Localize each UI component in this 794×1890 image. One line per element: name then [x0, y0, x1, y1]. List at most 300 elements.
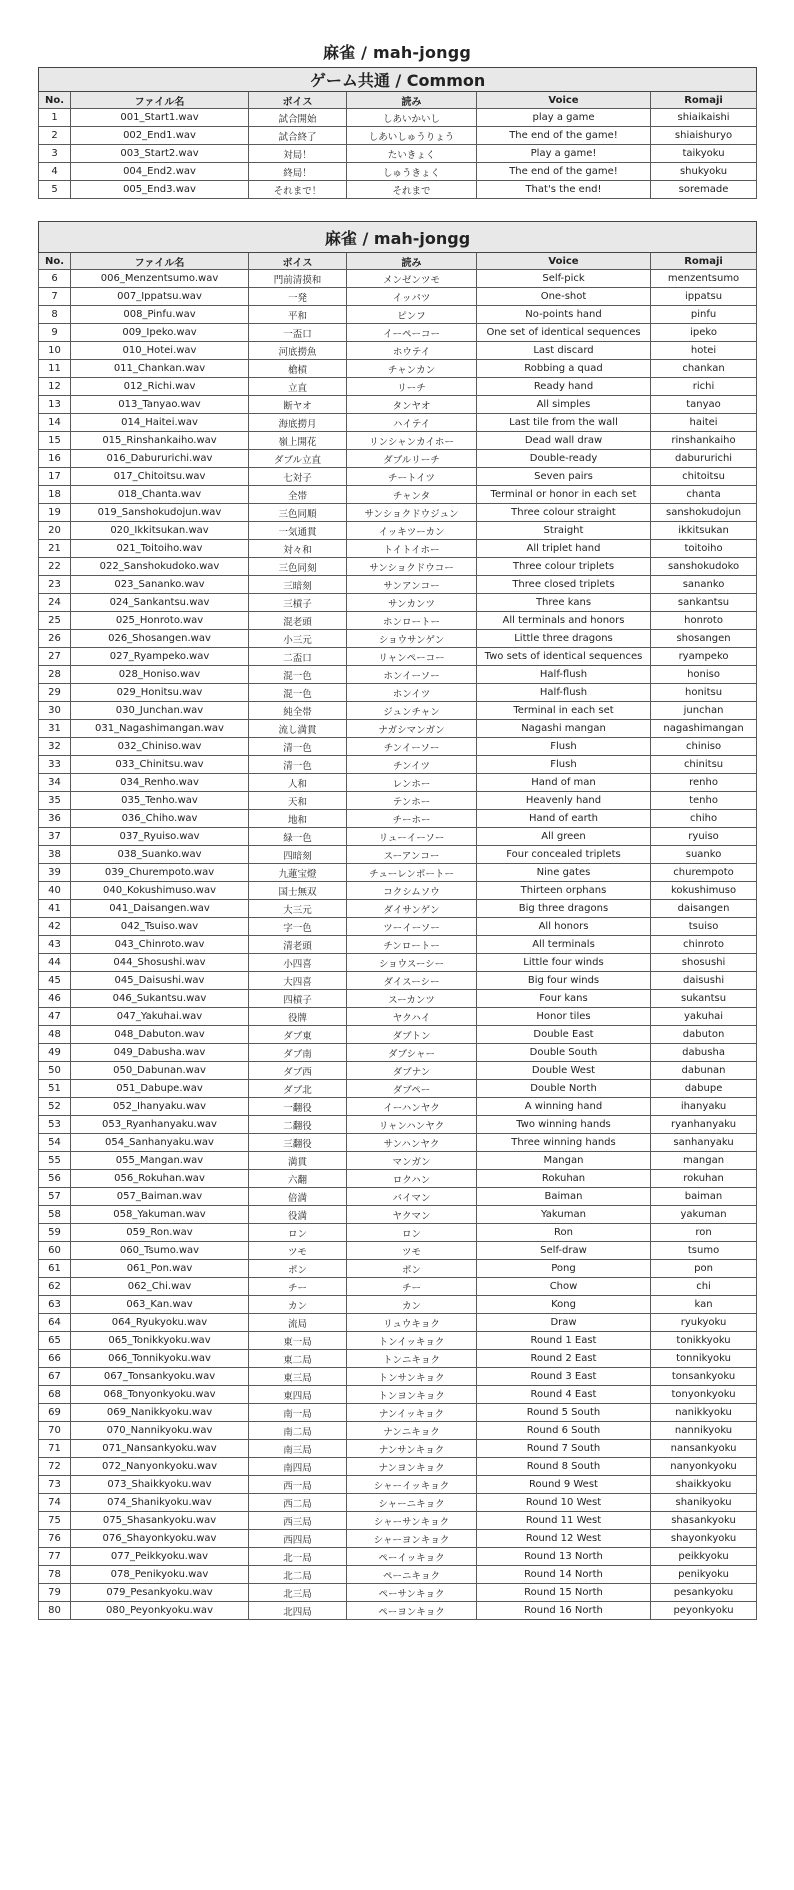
cell-voice-en: Double East: [477, 1026, 651, 1044]
cell-voice-en: Double South: [477, 1044, 651, 1062]
cell-filename: 074_Shanikyoku.wav: [71, 1494, 249, 1512]
cell-no: 80: [39, 1602, 71, 1620]
cell-filename: 016_Dabururichi.wav: [71, 450, 249, 468]
cell-voice-jp: ポン: [249, 1260, 347, 1278]
cell-no: 34: [39, 774, 71, 792]
cell-voice-jp: 南二局: [249, 1422, 347, 1440]
cell-romaji: tenho: [651, 792, 757, 810]
cell-romaji: richi: [651, 378, 757, 396]
cell-voice-jp: カン: [249, 1296, 347, 1314]
cell-no: 22: [39, 558, 71, 576]
cell-voice-jp: 純全帯: [249, 702, 347, 720]
cell-filename: 003_Start2.wav: [71, 145, 249, 163]
cell-filename: 068_Tonyonkyoku.wav: [71, 1386, 249, 1404]
table-row: [39, 1404, 757, 1422]
cell-voice-jp: 海底撈月: [249, 414, 347, 432]
cell-reading: リャンペーコー: [347, 648, 477, 666]
cell-voice-en: Two sets of identical sequences: [477, 648, 651, 666]
table-row: [39, 396, 757, 414]
cell-voice-jp: 清一色: [249, 756, 347, 774]
cell-voice-en: Hand of earth: [477, 810, 651, 828]
cell-reading: シャーサンキョク: [347, 1512, 477, 1530]
cell-reading: チャンカン: [347, 360, 477, 378]
cell-romaji: dabunan: [651, 1062, 757, 1080]
cell-filename: 056_Rokuhan.wav: [71, 1170, 249, 1188]
cell-voice-en: Robbing a quad: [477, 360, 651, 378]
cell-voice-en: The end of the game!: [477, 127, 651, 145]
table-row: [39, 954, 757, 972]
cell-voice-jp: 三翻役: [249, 1134, 347, 1152]
header-row: [39, 253, 757, 270]
cell-reading: リンシャンカイホー: [347, 432, 477, 450]
cell-voice-en: Double North: [477, 1080, 651, 1098]
cell-filename: 046_Sukantsu.wav: [71, 990, 249, 1008]
table-row: [39, 306, 757, 324]
cell-reading: カン: [347, 1296, 477, 1314]
cell-voice-en: One set of identical sequences: [477, 324, 651, 342]
cell-voice-en: One-shot: [477, 288, 651, 306]
cell-no: 10: [39, 342, 71, 360]
table-row: [39, 450, 757, 468]
cell-no: 15: [39, 432, 71, 450]
cell-reading: ダイスーシー: [347, 972, 477, 990]
cell-reading: チンイツ: [347, 756, 477, 774]
cell-filename: 027_Ryampeko.wav: [71, 648, 249, 666]
cell-filename: 053_Ryanhanyaku.wav: [71, 1116, 249, 1134]
cell-voice-en: Little four winds: [477, 954, 651, 972]
cell-no: 1: [39, 109, 71, 127]
cell-reading: サンカンツ: [347, 594, 477, 612]
cell-reading: リャンハンヤク: [347, 1116, 477, 1134]
cell-romaji: tonsankyoku: [651, 1368, 757, 1386]
cell-voice-en: Ron: [477, 1224, 651, 1242]
cell-reading: ペーヨンキョク: [347, 1602, 477, 1620]
cell-filename: 026_Shosangen.wav: [71, 630, 249, 648]
cell-filename: 037_Ryuiso.wav: [71, 828, 249, 846]
cell-voice-en: Round 13 North: [477, 1548, 651, 1566]
cell-filename: 066_Tonnikyoku.wav: [71, 1350, 249, 1368]
cell-voice-jp: 役牌: [249, 1008, 347, 1026]
cell-filename: 011_Chankan.wav: [71, 360, 249, 378]
cell-voice-en: Round 15 North: [477, 1584, 651, 1602]
table-row: [39, 1026, 757, 1044]
cell-no: 70: [39, 1422, 71, 1440]
cell-voice-jp: ダブ北: [249, 1080, 347, 1098]
table-row: [39, 1080, 757, 1098]
cell-no: 60: [39, 1242, 71, 1260]
cell-voice-jp: 試合開始: [249, 109, 347, 127]
cell-no: 42: [39, 918, 71, 936]
cell-filename: 043_Chinroto.wav: [71, 936, 249, 954]
cell-voice-en: The end of the game!: [477, 163, 651, 181]
cell-romaji: shosushi: [651, 954, 757, 972]
cell-filename: 057_Baiman.wav: [71, 1188, 249, 1206]
cell-voice-jp: 西四局: [249, 1530, 347, 1548]
cell-filename: 013_Tanyao.wav: [71, 396, 249, 414]
cell-filename: 063_Kan.wav: [71, 1296, 249, 1314]
cell-voice-jp: 対局！: [249, 145, 347, 163]
cell-romaji: tonnikyoku: [651, 1350, 757, 1368]
table-row: [39, 576, 757, 594]
cell-voice-jp: 一気通貫: [249, 522, 347, 540]
cell-reading: ナンヨンキョク: [347, 1458, 477, 1476]
table-row: [39, 1386, 757, 1404]
cell-voice-jp: 北三局: [249, 1584, 347, 1602]
cell-voice-en: Round 4 East: [477, 1386, 651, 1404]
table-row: [39, 846, 757, 864]
cell-reading: チーホー: [347, 810, 477, 828]
cell-voice-en: All honors: [477, 918, 651, 936]
table-row: [39, 1152, 757, 1170]
table-row: [39, 666, 757, 684]
cell-no: 2: [39, 127, 71, 145]
cell-romaji: nansankyoku: [651, 1440, 757, 1458]
table-row: [39, 1008, 757, 1026]
cell-no: 52: [39, 1098, 71, 1116]
table-row: [39, 360, 757, 378]
cell-voice-en: Straight: [477, 522, 651, 540]
cell-no: 57: [39, 1188, 71, 1206]
cell-reading: ナガシマンガン: [347, 720, 477, 738]
cell-reading: トンイッキョク: [347, 1332, 477, 1350]
cell-voice-jp: 緑一色: [249, 828, 347, 846]
table-caption: ゲーム共通 / Common: [39, 68, 757, 92]
cell-voice-jp: ツモ: [249, 1242, 347, 1260]
cell-reading: トンニキョク: [347, 1350, 477, 1368]
table-row: [39, 918, 757, 936]
cell-voice-en: Three colour triplets: [477, 558, 651, 576]
cell-filename: 022_Sanshokudoko.wav: [71, 558, 249, 576]
cell-romaji: sanshokudojun: [651, 504, 757, 522]
cell-voice-jp: 流し満貫: [249, 720, 347, 738]
cell-no: 4: [39, 163, 71, 181]
cell-voice-en: Pong: [477, 1260, 651, 1278]
cell-romaji: chitoitsu: [651, 468, 757, 486]
cell-reading: タンヤオ: [347, 396, 477, 414]
cell-voice-jp: 南四局: [249, 1458, 347, 1476]
cell-voice-jp: 東四局: [249, 1386, 347, 1404]
cell-voice-en: Round 3 East: [477, 1368, 651, 1386]
cell-voice-en: That's the end!: [477, 181, 651, 199]
cell-reading: ツモ: [347, 1242, 477, 1260]
cell-reading: ロン: [347, 1224, 477, 1242]
cell-no: 13: [39, 396, 71, 414]
cell-voice-jp: 南三局: [249, 1440, 347, 1458]
cell-voice-en: Mangan: [477, 1152, 651, 1170]
cell-no: 28: [39, 666, 71, 684]
table-row: [39, 1566, 757, 1584]
cell-voice-jp: 嶺上開花: [249, 432, 347, 450]
cell-filename: 062_Chi.wav: [71, 1278, 249, 1296]
cell-no: 31: [39, 720, 71, 738]
column-header-voice-jp: ボイス: [249, 92, 347, 109]
cell-voice-jp: 混一色: [249, 666, 347, 684]
cell-reading: トイトイホー: [347, 540, 477, 558]
cell-no: 79: [39, 1584, 71, 1602]
cell-filename: 012_Richi.wav: [71, 378, 249, 396]
cell-voice-en: All terminals: [477, 936, 651, 954]
cell-voice-en: Round 7 South: [477, 1440, 651, 1458]
cell-romaji: honiso: [651, 666, 757, 684]
cell-no: 46: [39, 990, 71, 1008]
table-row: [39, 648, 757, 666]
cell-voice-en: Round 6 South: [477, 1422, 651, 1440]
cell-voice-en: Round 12 West: [477, 1530, 651, 1548]
cell-romaji: shosangen: [651, 630, 757, 648]
cell-voice-en: Last discard: [477, 342, 651, 360]
cell-voice-en: Flush: [477, 756, 651, 774]
table-row: [39, 1170, 757, 1188]
cell-filename: 055_Mangan.wav: [71, 1152, 249, 1170]
cell-voice-en: Flush: [477, 738, 651, 756]
cell-voice-en: Big three dragons: [477, 900, 651, 918]
table-row: [39, 774, 757, 792]
cell-voice-en: Honor tiles: [477, 1008, 651, 1026]
table-row: [39, 324, 757, 342]
cell-filename: 051_Dabupe.wav: [71, 1080, 249, 1098]
cell-filename: 052_Ihanyaku.wav: [71, 1098, 249, 1116]
table-row: [39, 972, 757, 990]
cell-voice-en: Draw: [477, 1314, 651, 1332]
cell-reading: チンイーソー: [347, 738, 477, 756]
cell-reading: イーハンヤク: [347, 1098, 477, 1116]
table-row: [39, 1188, 757, 1206]
cell-no: 24: [39, 594, 71, 612]
cell-filename: 033_Chinitsu.wav: [71, 756, 249, 774]
cell-reading: ホンイーソー: [347, 666, 477, 684]
cell-reading: コクシムソウ: [347, 882, 477, 900]
cell-no: 18: [39, 486, 71, 504]
cell-filename: 045_Daisushi.wav: [71, 972, 249, 990]
table-row: [39, 522, 757, 540]
cell-voice-jp: 二盃口: [249, 648, 347, 666]
cell-romaji: ryukyoku: [651, 1314, 757, 1332]
cell-reading: それまで: [347, 181, 477, 199]
cell-romaji: sanshokudoko: [651, 558, 757, 576]
cell-voice-jp: ダブ西: [249, 1062, 347, 1080]
cell-voice-jp: 役満: [249, 1206, 347, 1224]
cell-reading: リーチ: [347, 378, 477, 396]
cell-romaji: peikkyoku: [651, 1548, 757, 1566]
cell-voice-en: No-points hand: [477, 306, 651, 324]
cell-filename: 005_End3.wav: [71, 181, 249, 199]
cell-reading: ペーサンキョク: [347, 1584, 477, 1602]
table-row: [39, 1422, 757, 1440]
table-row: [39, 1350, 757, 1368]
cell-voice-en: Thirteen orphans: [477, 882, 651, 900]
cell-voice-jp: 東三局: [249, 1368, 347, 1386]
table-row: [39, 1278, 757, 1296]
cell-filename: 071_Nansankyoku.wav: [71, 1440, 249, 1458]
cell-romaji: ryampeko: [651, 648, 757, 666]
cell-no: 68: [39, 1386, 71, 1404]
cell-no: 61: [39, 1260, 71, 1278]
table-row: [39, 540, 757, 558]
table-row: [39, 504, 757, 522]
cell-filename: 018_Chanta.wav: [71, 486, 249, 504]
table-row: [39, 109, 757, 127]
cell-voice-jp: 北一局: [249, 1548, 347, 1566]
cell-voice-jp: 終局！: [249, 163, 347, 181]
cell-reading: シャーニキョク: [347, 1494, 477, 1512]
column-header-filename: ファイル名: [71, 92, 249, 109]
cell-voice-jp: 倍満: [249, 1188, 347, 1206]
cell-voice-en: Self-pick: [477, 270, 651, 288]
table-row: [39, 432, 757, 450]
cell-reading: ホンロートー: [347, 612, 477, 630]
cell-reading: サンショクドウコー: [347, 558, 477, 576]
cell-voice-en: All green: [477, 828, 651, 846]
cell-reading: しあいかいし: [347, 109, 477, 127]
cell-no: 77: [39, 1548, 71, 1566]
cell-reading: シャーイッキョク: [347, 1476, 477, 1494]
cell-filename: 031_Nagashimangan.wav: [71, 720, 249, 738]
cell-no: 69: [39, 1404, 71, 1422]
cell-romaji: toitoiho: [651, 540, 757, 558]
cell-voice-jp: 全帯: [249, 486, 347, 504]
cell-romaji: tonikkyoku: [651, 1332, 757, 1350]
cell-no: 47: [39, 1008, 71, 1026]
cell-romaji: menzentsumo: [651, 270, 757, 288]
cell-filename: 008_Pinfu.wav: [71, 306, 249, 324]
cell-reading: サンショクドウジュン: [347, 504, 477, 522]
cell-filename: 025_Honroto.wav: [71, 612, 249, 630]
cell-voice-en: Nagashi mangan: [477, 720, 651, 738]
cell-voice-en: Half-flush: [477, 666, 651, 684]
cell-voice-jp: 人和: [249, 774, 347, 792]
cell-voice-jp: 混老頭: [249, 612, 347, 630]
cell-voice-en: Terminal in each set: [477, 702, 651, 720]
cell-voice-en: Three closed triplets: [477, 576, 651, 594]
cell-filename: 030_Junchan.wav: [71, 702, 249, 720]
cell-romaji: baiman: [651, 1188, 757, 1206]
cell-no: 49: [39, 1044, 71, 1062]
cell-romaji: peyonkyoku: [651, 1602, 757, 1620]
cell-voice-jp: チー: [249, 1278, 347, 1296]
table-row: [39, 864, 757, 882]
cell-voice-en: Round 9 West: [477, 1476, 651, 1494]
cell-no: 6: [39, 270, 71, 288]
cell-voice-en: Little three dragons: [477, 630, 651, 648]
cell-voice-jp: 平和: [249, 306, 347, 324]
cell-reading: スーアンコー: [347, 846, 477, 864]
cell-voice-en: Self-draw: [477, 1242, 651, 1260]
cell-filename: 059_Ron.wav: [71, 1224, 249, 1242]
cell-filename: 069_Nanikkyoku.wav: [71, 1404, 249, 1422]
cell-reading: しあいしゅうりょう: [347, 127, 477, 145]
cell-voice-en: Yakuman: [477, 1206, 651, 1224]
table-row: [39, 1332, 757, 1350]
cell-no: 58: [39, 1206, 71, 1224]
cell-reading: ハイテイ: [347, 414, 477, 432]
cell-romaji: soremade: [651, 181, 757, 199]
table-row: [39, 1062, 757, 1080]
table-row: [39, 1476, 757, 1494]
cell-filename: 021_Toitoiho.wav: [71, 540, 249, 558]
cell-romaji: pinfu: [651, 306, 757, 324]
cell-romaji: ryuiso: [651, 828, 757, 846]
cell-reading: しゅうきょく: [347, 163, 477, 181]
cell-romaji: pon: [651, 1260, 757, 1278]
cell-voice-jp: 東一局: [249, 1332, 347, 1350]
cell-no: 11: [39, 360, 71, 378]
cell-romaji: ippatsu: [651, 288, 757, 306]
cell-no: 43: [39, 936, 71, 954]
cell-voice-en: Ready hand: [477, 378, 651, 396]
cell-no: 27: [39, 648, 71, 666]
cell-voice-en: All triplet hand: [477, 540, 651, 558]
cell-romaji: suanko: [651, 846, 757, 864]
cell-filename: 048_Dabuton.wav: [71, 1026, 249, 1044]
cell-voice-en: Round 11 West: [477, 1512, 651, 1530]
cell-reading: ホンイツ: [347, 684, 477, 702]
cell-no: 14: [39, 414, 71, 432]
cell-reading: リュウキョク: [347, 1314, 477, 1332]
cell-no: 21: [39, 540, 71, 558]
cell-no: 23: [39, 576, 71, 594]
cell-voice-jp: 字一色: [249, 918, 347, 936]
cell-filename: 049_Dabusha.wav: [71, 1044, 249, 1062]
cell-filename: 077_Peikkyoku.wav: [71, 1548, 249, 1566]
table-row: [39, 486, 757, 504]
cell-no: 50: [39, 1062, 71, 1080]
cell-no: 59: [39, 1224, 71, 1242]
cell-filename: 075_Shasankyoku.wav: [71, 1512, 249, 1530]
cell-filename: 039_Churempoto.wav: [71, 864, 249, 882]
cell-voice-en: Four kans: [477, 990, 651, 1008]
table-row: [39, 792, 757, 810]
cell-no: 56: [39, 1170, 71, 1188]
cell-voice-jp: 四暗刻: [249, 846, 347, 864]
table-row: [39, 270, 757, 288]
cell-voice-jp: 東二局: [249, 1350, 347, 1368]
cell-filename: 061_Pon.wav: [71, 1260, 249, 1278]
cell-voice-jp: 立直: [249, 378, 347, 396]
cell-romaji: shanikyoku: [651, 1494, 757, 1512]
cell-voice-en: Half-flush: [477, 684, 651, 702]
cell-romaji: dabuton: [651, 1026, 757, 1044]
cell-voice-en: Three kans: [477, 594, 651, 612]
cell-voice-jp: ダブ東: [249, 1026, 347, 1044]
cell-romaji: tsumo: [651, 1242, 757, 1260]
cell-filename: 029_Honitsu.wav: [71, 684, 249, 702]
cell-reading: マンガン: [347, 1152, 477, 1170]
cell-romaji: shiaishuryo: [651, 127, 757, 145]
cell-romaji: junchan: [651, 702, 757, 720]
cell-filename: 001_Start1.wav: [71, 109, 249, 127]
cell-voice-jp: 門前清摸和: [249, 270, 347, 288]
table-row: [39, 630, 757, 648]
cell-voice-en: Terminal or honor in each set: [477, 486, 651, 504]
cell-voice-jp: 試合終了: [249, 127, 347, 145]
cell-romaji: shayonkyoku: [651, 1530, 757, 1548]
cell-voice-jp: 七対子: [249, 468, 347, 486]
cell-romaji: renho: [651, 774, 757, 792]
cell-voice-jp: 小三元: [249, 630, 347, 648]
cell-voice-jp: 対々和: [249, 540, 347, 558]
cell-no: 20: [39, 522, 71, 540]
cell-reading: ピンフ: [347, 306, 477, 324]
cell-romaji: tonyonkyoku: [651, 1386, 757, 1404]
table-row: [39, 145, 757, 163]
cell-reading: レンホー: [347, 774, 477, 792]
cell-voice-en: Big four winds: [477, 972, 651, 990]
cell-romaji: ikkitsukan: [651, 522, 757, 540]
table-row: [39, 1260, 757, 1278]
cell-voice-en: Round 10 West: [477, 1494, 651, 1512]
cell-filename: 004_End2.wav: [71, 163, 249, 181]
cell-voice-jp: 二翻役: [249, 1116, 347, 1134]
